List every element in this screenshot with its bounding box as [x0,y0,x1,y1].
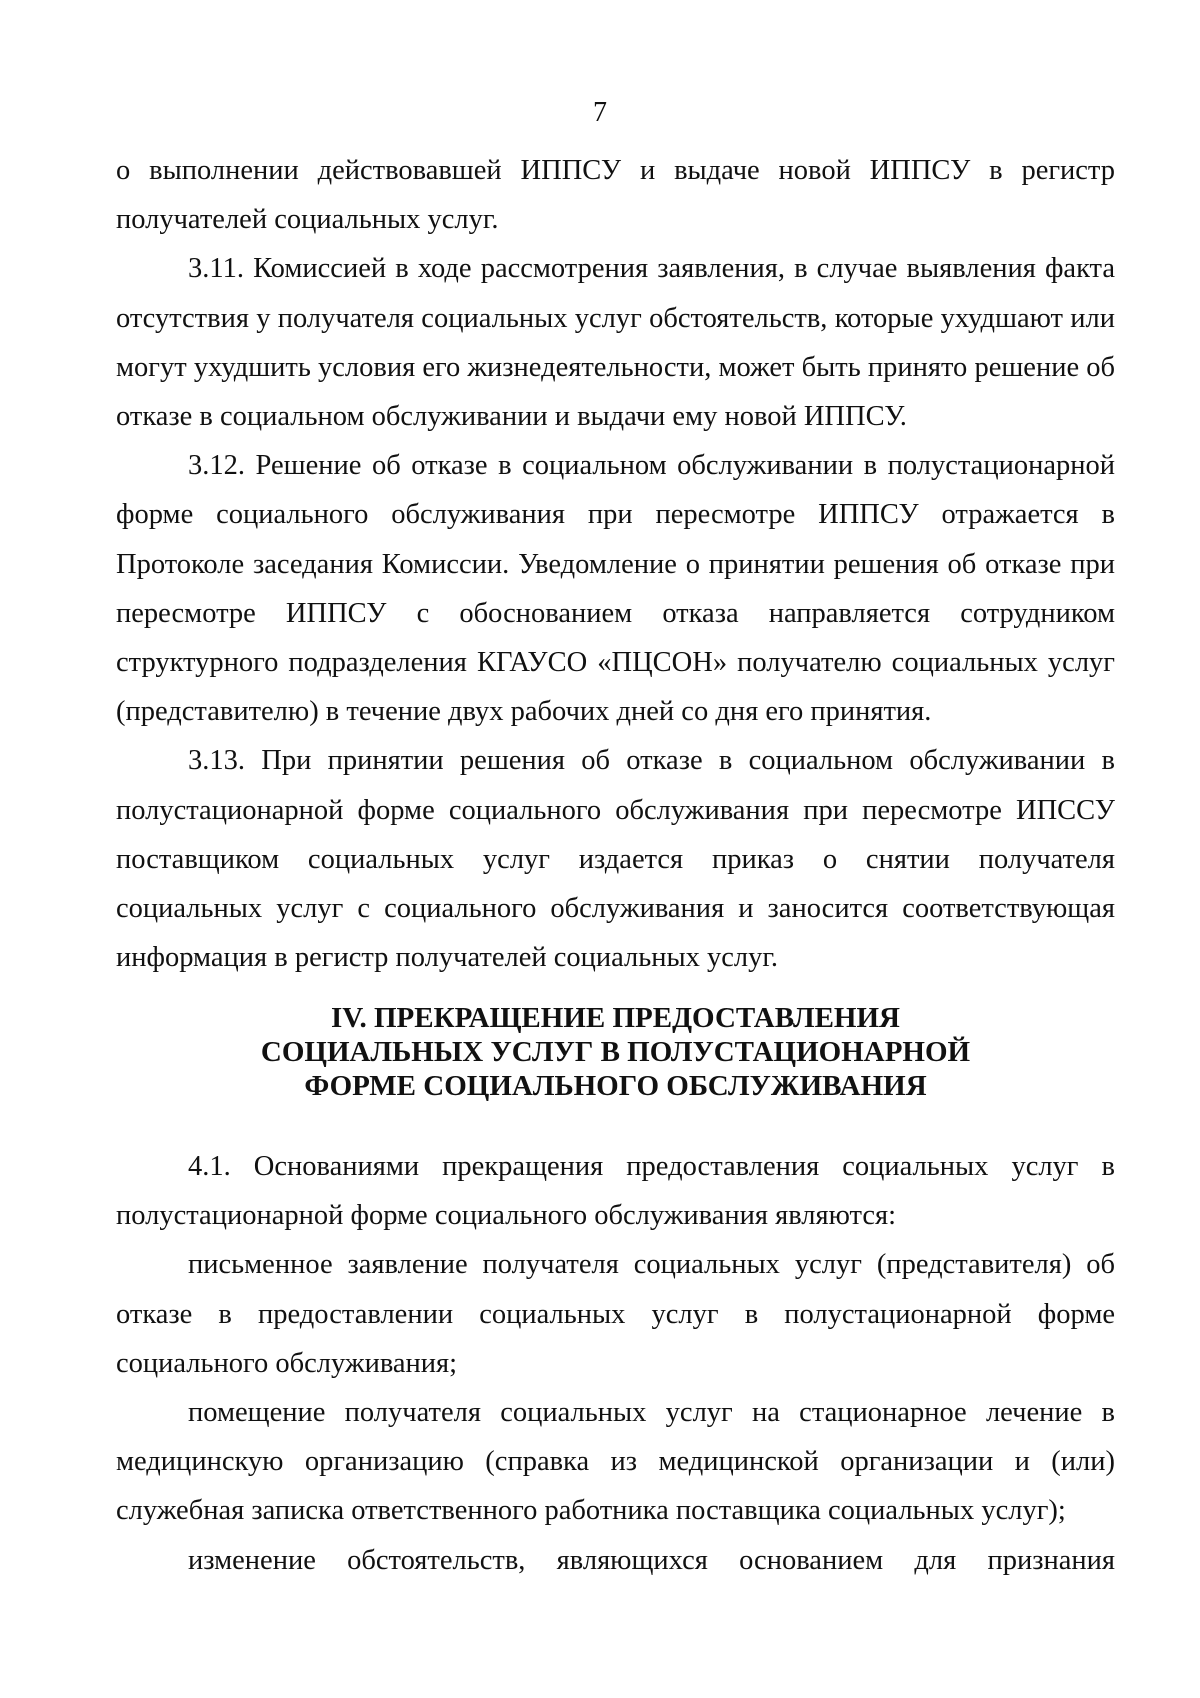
heading-line-1: IV. ПРЕКРАЩЕНИЕ ПРЕДОСТАВЛЕНИЯ [331,1002,900,1034]
heading-line-2: СОЦИАЛЬНЫХ УСЛУГ В ПОЛУСТАЦИОНАРНОЙ [260,1036,971,1068]
heading-line-3: ФОРМЕ СОЦИАЛЬНОГО ОБСЛУЖИВАНИЯ [304,1070,927,1102]
paragraph-4-1: 4.1. Основаниями прекращения предоставления социальных услуг в полустационарной форме социального обслуживания являются: [116,1151,1115,1232]
list-item-changed-circumstances: изменение обстоятельств, являющихся основанием для признания [188,1544,1115,1576]
page-number: 7 [593,97,607,128]
section-3-text [116,146,1115,982]
list-item-written-application: письменное заявление получателя социальных услуг (представителя) об отказе в предоставлении социальных услуг в полустационарной форме социального обслуживания; [116,1249,1115,1379]
section-heading-iv [116,1001,1115,1103]
paragraph-3-13: 3.13. При принятии решения об отказе в социальном обслуживании в полустационарной форме социального обслуживания при пересмотре ИПССУ поставщиком социальных услуг издается приказ о снятии получателя социальных услуг с социального обслуживания и заносится соответствующая информация в регистр получателей социальных услуг. [116,745,1115,974]
section-4-text [116,1142,1115,1585]
paragraph-3-12: 3.12. Решение об отказе в социальном обслуживании в полустационарной форме социального обслуживания при пересмотре ИППСУ отражается в Протоколе заседания Комиссии. Уведомление о принятии решения об отказе при пересмотре ИППСУ с обоснованием отказа направляется сотрудником структурного подразделения КГАУСО «ПЦСОН» получателю социальных услуг (представителю) в течение двух рабочих дней со дня его принятия. [116,450,1115,728]
list-item-hospitalization: помещение получателя социальных услуг на стационарное лечение в медицинскую организацию (справка из медицинской организации и (или) служебная записка ответственного работника поставщика социальных услуг); [116,1397,1115,1527]
paragraph-3-11: 3.11. Комиссией в ходе рассмотрения заявления, в случае выявления факта отсутствия у получателя социальных услуг обстоятельств, которые ухудшают или могут ухудшить условия его жизнедеятельности, может быть принято решение об отказе в социальном обслуживании и выдачи ему новой ИППСУ. [116,253,1115,433]
paragraph-continuation: о выполнении действовавшей ИППСУ и выдаче новой ИППСУ в регистр получателей социальных услуг. [116,155,1115,236]
